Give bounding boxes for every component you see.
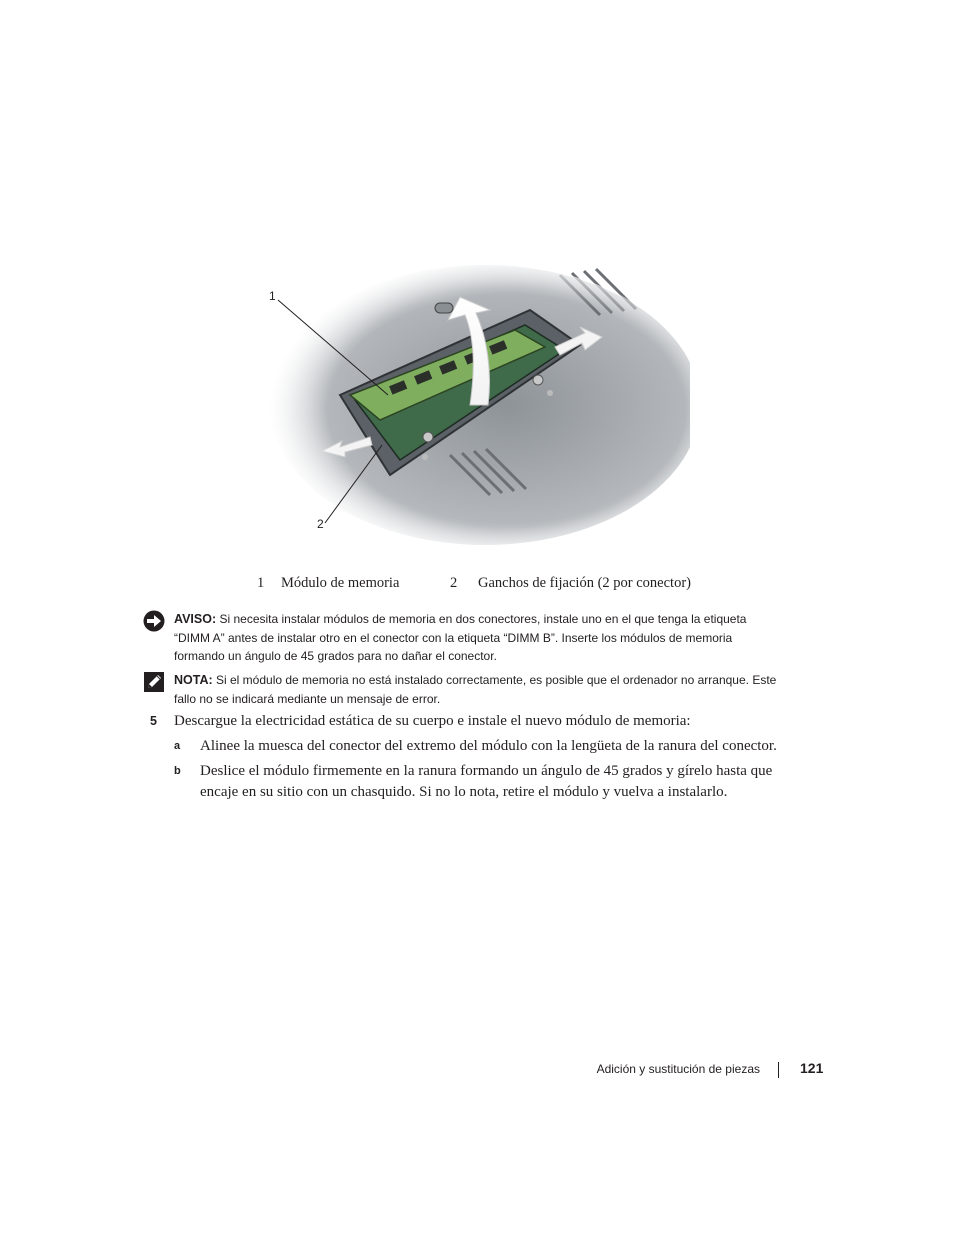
step-text: Descargue la electricidad estática de su cuerpo e instale el nuevo módulo de memoria: (174, 713, 691, 729)
notice-line-2: “DIMM A” antes de instalar otro en el conector con la etiqueta “DIMM B”. Inserte los módulos de memoria (174, 630, 733, 645)
note-label: NOTA: (174, 673, 213, 687)
notice-line-1: AVISO: Si necesita instalar módulos de memoria en dos conectores, instale uno en el que tenga la etiqueta (174, 612, 747, 626)
legend-num-1: 1 (257, 575, 265, 591)
memory-module-illustration (260, 255, 690, 555)
memory-module-drawing (260, 255, 690, 555)
footer-separator (778, 1062, 779, 1078)
substep-b-letter: b (174, 765, 181, 777)
callout-1: 1 (269, 289, 276, 303)
step-number: 5 (150, 714, 157, 728)
figure-legend (0, 575, 954, 595)
note-line-2: fallo no se indicará mediante un mensaje de error. (174, 691, 441, 706)
legend-label-2: Ganchos de fijación (2 por conector) (478, 575, 691, 591)
note-pencil-icon (143, 671, 165, 698)
notice-block (174, 610, 814, 666)
notice-label: AVISO: (174, 612, 217, 626)
notice-line-3: formando un ángulo de 45 grados para no dañar el conector. (174, 649, 497, 663)
substep-b-line-2: encaje en su sitio con un chasquido. Si no lo nota, retire el módulo y vuelva a instalarlo. (200, 784, 728, 800)
callout-2: 2 (317, 517, 324, 531)
substep-a-text: Alinee la muesca del conector del extremo del módulo con la lengüeta de la ranura del conector. (200, 738, 777, 754)
note-block (174, 671, 814, 708)
legend-num-2: 2 (450, 575, 458, 591)
page-number: 121 (800, 1060, 824, 1076)
legend-label-1: Módulo de memoria (281, 575, 400, 591)
footer-section-title: Adición y sustitución de piezas (596, 1062, 760, 1076)
substep-b-line-1: Deslice el módulo firmemente en la ranura formando un ángulo de 45 grados y gírelo hasta que (200, 763, 773, 779)
substep-a-letter: a (174, 740, 181, 752)
notice-icon (143, 610, 165, 637)
note-line-1: NOTA: Si el módulo de memoria no está instalado correctamente, es posible que el ordenador no arranque. Este (174, 673, 777, 687)
substep-b-text (200, 761, 820, 803)
